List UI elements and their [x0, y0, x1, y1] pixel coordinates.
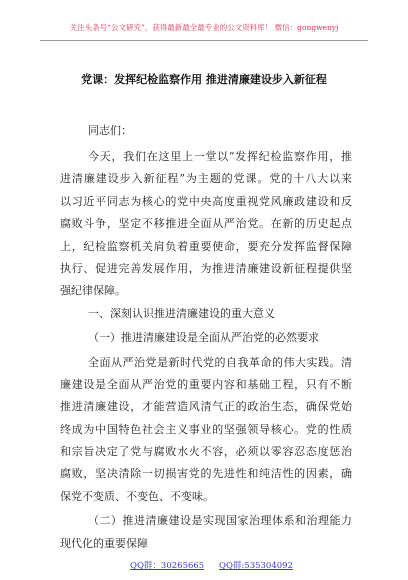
paragraph-line: 和宗旨决定了党与腐败水火不容，必须以零容忍态度惩治	[60, 445, 352, 459]
document-body	[60, 120, 352, 555]
paragraph-line: 廉建设是全面从严治党的重要内容和基础工程，只有不断	[60, 377, 352, 391]
paragraph-line: 终成为中国特色社会主义事业的坚强领导核心。党的性质	[60, 422, 352, 436]
header-divider	[40, 40, 368, 41]
subsection-heading	[60, 510, 352, 555]
qq-group-link[interactable]: QQ群：30265665	[130, 561, 205, 571]
paragraph-line: 执行、促进完善发展作用，为推进清廉建设新征程提供坚	[60, 261, 352, 275]
paragraph-line: 推进清廉建设，才能营造风清气正的政治生态，确保党始	[60, 400, 352, 414]
intro-paragraph	[60, 146, 352, 303]
heading-line: （二）推进清廉建设是实现国家治理体系和治理能力	[88, 514, 352, 528]
paragraph-line: 全面从严治党是新时代党的自我革命的伟大实践。清	[88, 355, 352, 369]
document-title: 党课：发挥纪检监察作用 推进清廉建设步入新征程	[81, 73, 327, 86]
paragraph-line: 保党不变质、不变色、不变味。	[60, 489, 214, 503]
paragraph-line: 以习近平同志为核心的党中央高度重视党风廉政建设和反	[60, 194, 352, 208]
qq-group-link[interactable]: QQ群:535304092	[219, 561, 293, 571]
page-footer	[0, 559, 408, 573]
paragraph-line: 上，纪检监察机关肩负着重要使命，要充分发挥监督保障	[60, 239, 352, 253]
paragraph-line: 腐败，坚决清除一切损害党的先进性和纯洁性的因素，确	[60, 467, 352, 481]
subsection-heading: （一）推进清廉建设是全面从严治党的必然要求	[88, 331, 319, 345]
salutation: 同志们：	[88, 124, 132, 137]
paragraph-line: 今天，我们在这里上一堂以“发挥纪检监察作用，推	[88, 149, 352, 163]
paragraph-line: 强纪律保障。	[60, 284, 126, 298]
subsection-paragraph	[60, 352, 352, 509]
heading-line: 现代化的重要保障	[60, 536, 148, 550]
paragraph-line: 进清廉建设步入新征程”为主题的党课。党的十八大以来	[60, 172, 352, 186]
paragraph-line: 腐败斗争，坚定不移推进全面从严治党。在新的历史起点	[60, 217, 352, 231]
section-heading: 一、深刻认识推进清廉建设的重大意义	[88, 306, 275, 320]
header-notice: 关注头条号“公文研究”，获得最新最全最专业的公文资料库！ 微信：gongwenyj	[69, 23, 339, 32]
